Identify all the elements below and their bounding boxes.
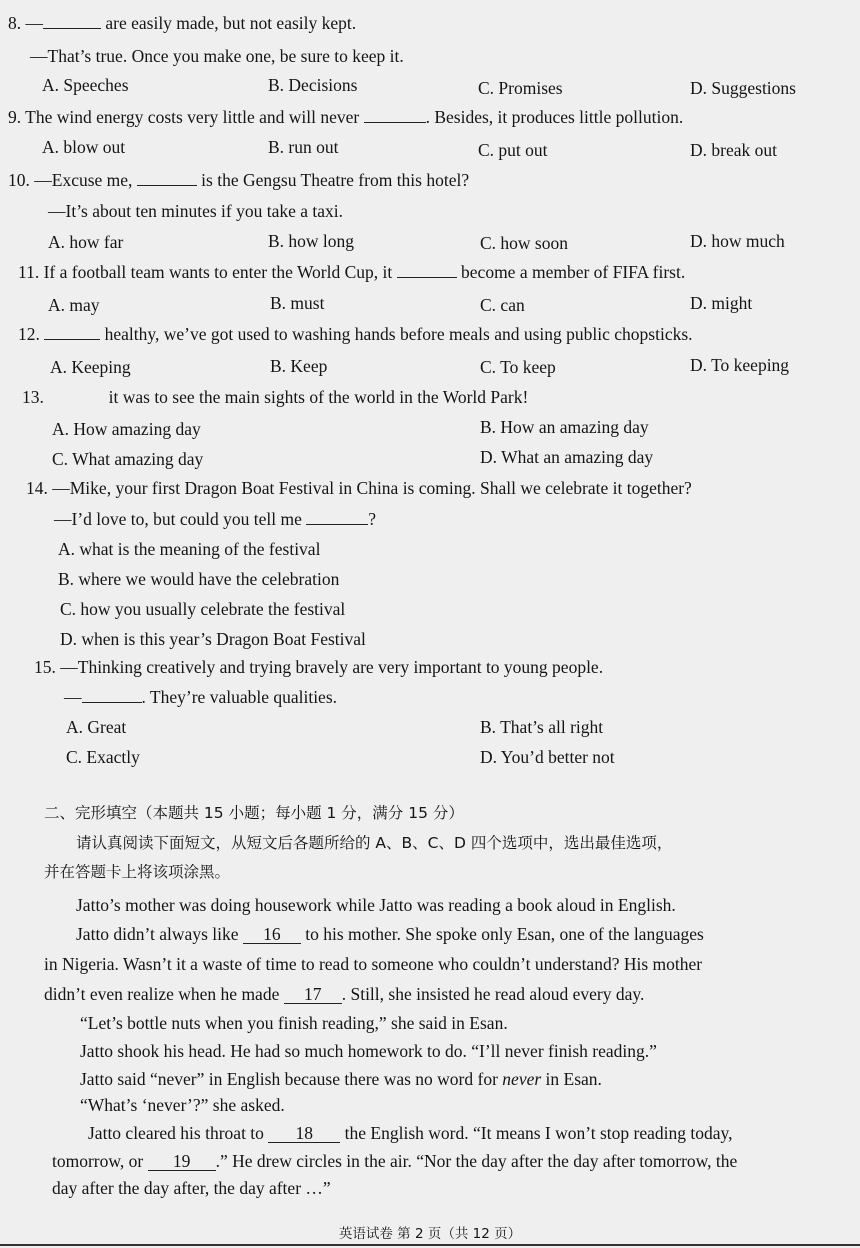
answer-blank-15 [82,702,142,703]
question-13-number: 13. [22,387,49,407]
question-13-stem [22,386,528,408]
question-10-option-a: A. how far [48,232,124,252]
question-15-stem: 15. —Thinking creatively and trying bravely are very important to young people. [34,657,604,677]
question-14-stem: 14. —Mike, your first Dragon Boat Festival in China is coming. Shall we celebrate it together? [26,478,692,498]
question-9-text-end: . Besides, it produces little pollution. [425,107,684,127]
question-11-option-c: C. can [480,295,525,315]
question-10-option-c: C. how soon [480,233,568,253]
passage-paragraph-7-line-2 [52,1150,737,1172]
question-14-option-a: A. what is the meaning of the festival [58,539,321,559]
question-8-option-a: A. Speeches [42,75,129,95]
question-10-text: 10. —Excuse me, [8,170,137,190]
passage-text: Jatto cleared his throat to [88,1123,269,1143]
question-12-stem [18,323,693,345]
question-13-text: it was to see the main sights of the world in the World Park! [104,387,529,407]
passage-text: the English word. “It means I won’t stop reading today, [340,1123,733,1143]
question-8-option-c: C. Promises [478,78,563,98]
section-2-heading: 二、完形填空（本题共 15 小题；每小题 1 分，满分 15 分） [44,804,464,822]
question-12-option-a: A. Keeping [50,357,131,377]
passage-paragraph-2-line-3 [44,983,644,1005]
question-9-option-b: B. run out [268,137,339,157]
answer-blank-12 [44,339,100,340]
section-2-instruction-line-1: 请认真阅读下面短文，从短文后各题所给的 A、B、C、D 四个选项中，选出最佳选项， [76,834,673,852]
question-11-option-a: A. may [48,295,100,315]
answer-blank-8 [43,28,101,29]
question-14-response-end: ? [368,509,377,529]
passage-paragraph-7-line-3: day after the day after, the day after …” [52,1178,331,1198]
question-13-option-c: C. What amazing day [52,449,204,469]
question-13-option-a: A. How amazing day [52,419,201,439]
answer-blank-14 [306,524,368,525]
question-14-response [54,508,376,530]
cloze-blank-19: 19 [148,1152,216,1171]
question-9-option-c: C. put out [478,140,548,160]
question-12-option-c: C. To keep [480,357,556,377]
question-12-option-b: B. Keep [270,356,328,376]
passage-paragraph-1: Jatto’s mother was doing housework while Jatto was reading a book aloud in English. [76,895,676,915]
question-14-option-c: C. how you usually celebrate the festival [60,599,346,619]
question-11-option-b: B. must [270,293,325,313]
question-15-option-b: B. That’s all right [480,717,604,737]
page-footer: 英语试卷 第 2 页（共 12 页） [338,1226,522,1242]
cloze-blank-16: 16 [243,925,301,944]
passage-text: tomorrow, or [52,1151,148,1171]
answer-blank-9 [364,122,426,123]
question-10-text-end: is the Gengsu Theatre from this hotel? [196,170,470,190]
passage-paragraph-4: Jatto shook his head. He had so much homework to do. “I’ll never finish reading.” [80,1041,657,1061]
passage-text: to his mother. She spoke only Esan, one of the languages [300,924,704,944]
question-10-response: —It’s about ten minutes if you take a taxi. [48,201,344,221]
question-11-stem [18,261,685,283]
question-15-response [64,686,337,708]
passage-text: Jatto said “never” in English because there was no word for [80,1069,503,1089]
question-14-response-text: —I’d love to, but could you tell me [54,509,307,529]
question-8-option-d: D. Suggestions [690,78,796,98]
question-15-option-c: C. Exactly [66,747,140,767]
passage-paragraph-5 [80,1068,602,1090]
question-13-option-b: B. How an amazing day [480,417,649,437]
question-10-stem [8,169,469,191]
question-10-option-b: B. how long [268,231,355,251]
question-9-stem [8,106,683,128]
passage-paragraph-2-line-1 [76,923,704,945]
question-14-option-d: D. when is this year’s Dragon Boat Festival [60,629,366,649]
passage-text: .” He drew circles in the air. “Nor the day after the day after tomorrow, the [215,1151,738,1171]
question-9-option-a: A. blow out [42,137,126,157]
cloze-blank-17: 17 [284,985,342,1004]
question-8-response: —That’s true. Once you make one, be sure to keep it. [30,46,404,66]
question-13-option-d: D. What an amazing day [480,447,654,467]
question-8-stem [8,12,356,34]
question-8-text: are easily made, but not easily kept. [101,13,357,33]
answer-blank-10 [137,185,197,186]
section-2-instruction-line-2: 并在答题卡上将该项涂黑。 [44,863,231,881]
question-8-number: 8. — [8,13,43,33]
passage-text: didn’t even realize when he made [44,984,284,1004]
question-10-option-d: D. how much [690,231,785,251]
question-11-text-end: become a member of FIFA first. [456,262,686,282]
passage-paragraph-2-line-2: in Nigeria. Wasn’t it a waste of time to read to someone who couldn’t understand? His mother [44,954,703,974]
passage-text: . Still, she insisted he read aloud every day. [341,984,645,1004]
question-9-text: 9. The wind energy costs very little and will never [8,107,364,127]
passage-paragraph-3: “Let’s bottle nuts when you finish reading,” she said in Esan. [80,1013,508,1033]
question-9-option-d: D. break out [690,140,777,160]
question-11-text: 11. If a football team wants to enter the World Cup, it [18,262,397,282]
passage-text: in Esan. [541,1069,602,1089]
question-12-text: healthy, we’ve got used to washing hands before meals and using public chopsticks. [100,324,693,344]
passage-emphasis: never [502,1069,542,1089]
question-15-option-a: A. Great [66,717,127,737]
question-8-option-b: B. Decisions [268,75,358,95]
answer-blank-13 [48,402,104,403]
question-15-response-text: . They’re valuable qualities. [141,687,338,707]
question-11-option-d: D. might [690,293,753,313]
passage-paragraph-6: “What’s ‘never’?” she asked. [80,1095,285,1115]
question-14-option-b: B. where we would have the celebration [58,569,340,589]
cloze-blank-18: 18 [268,1124,340,1143]
question-12-number: 12. [18,324,45,344]
passage-paragraph-7-line-1 [88,1122,733,1144]
bottom-border [0,1244,860,1246]
question-15-option-d: D. You’d better not [480,747,615,767]
answer-blank-11 [397,277,457,278]
passage-text: Jatto didn’t always like [76,924,243,944]
question-15-dash: — [64,687,82,707]
question-12-option-d: D. To keeping [690,355,790,375]
